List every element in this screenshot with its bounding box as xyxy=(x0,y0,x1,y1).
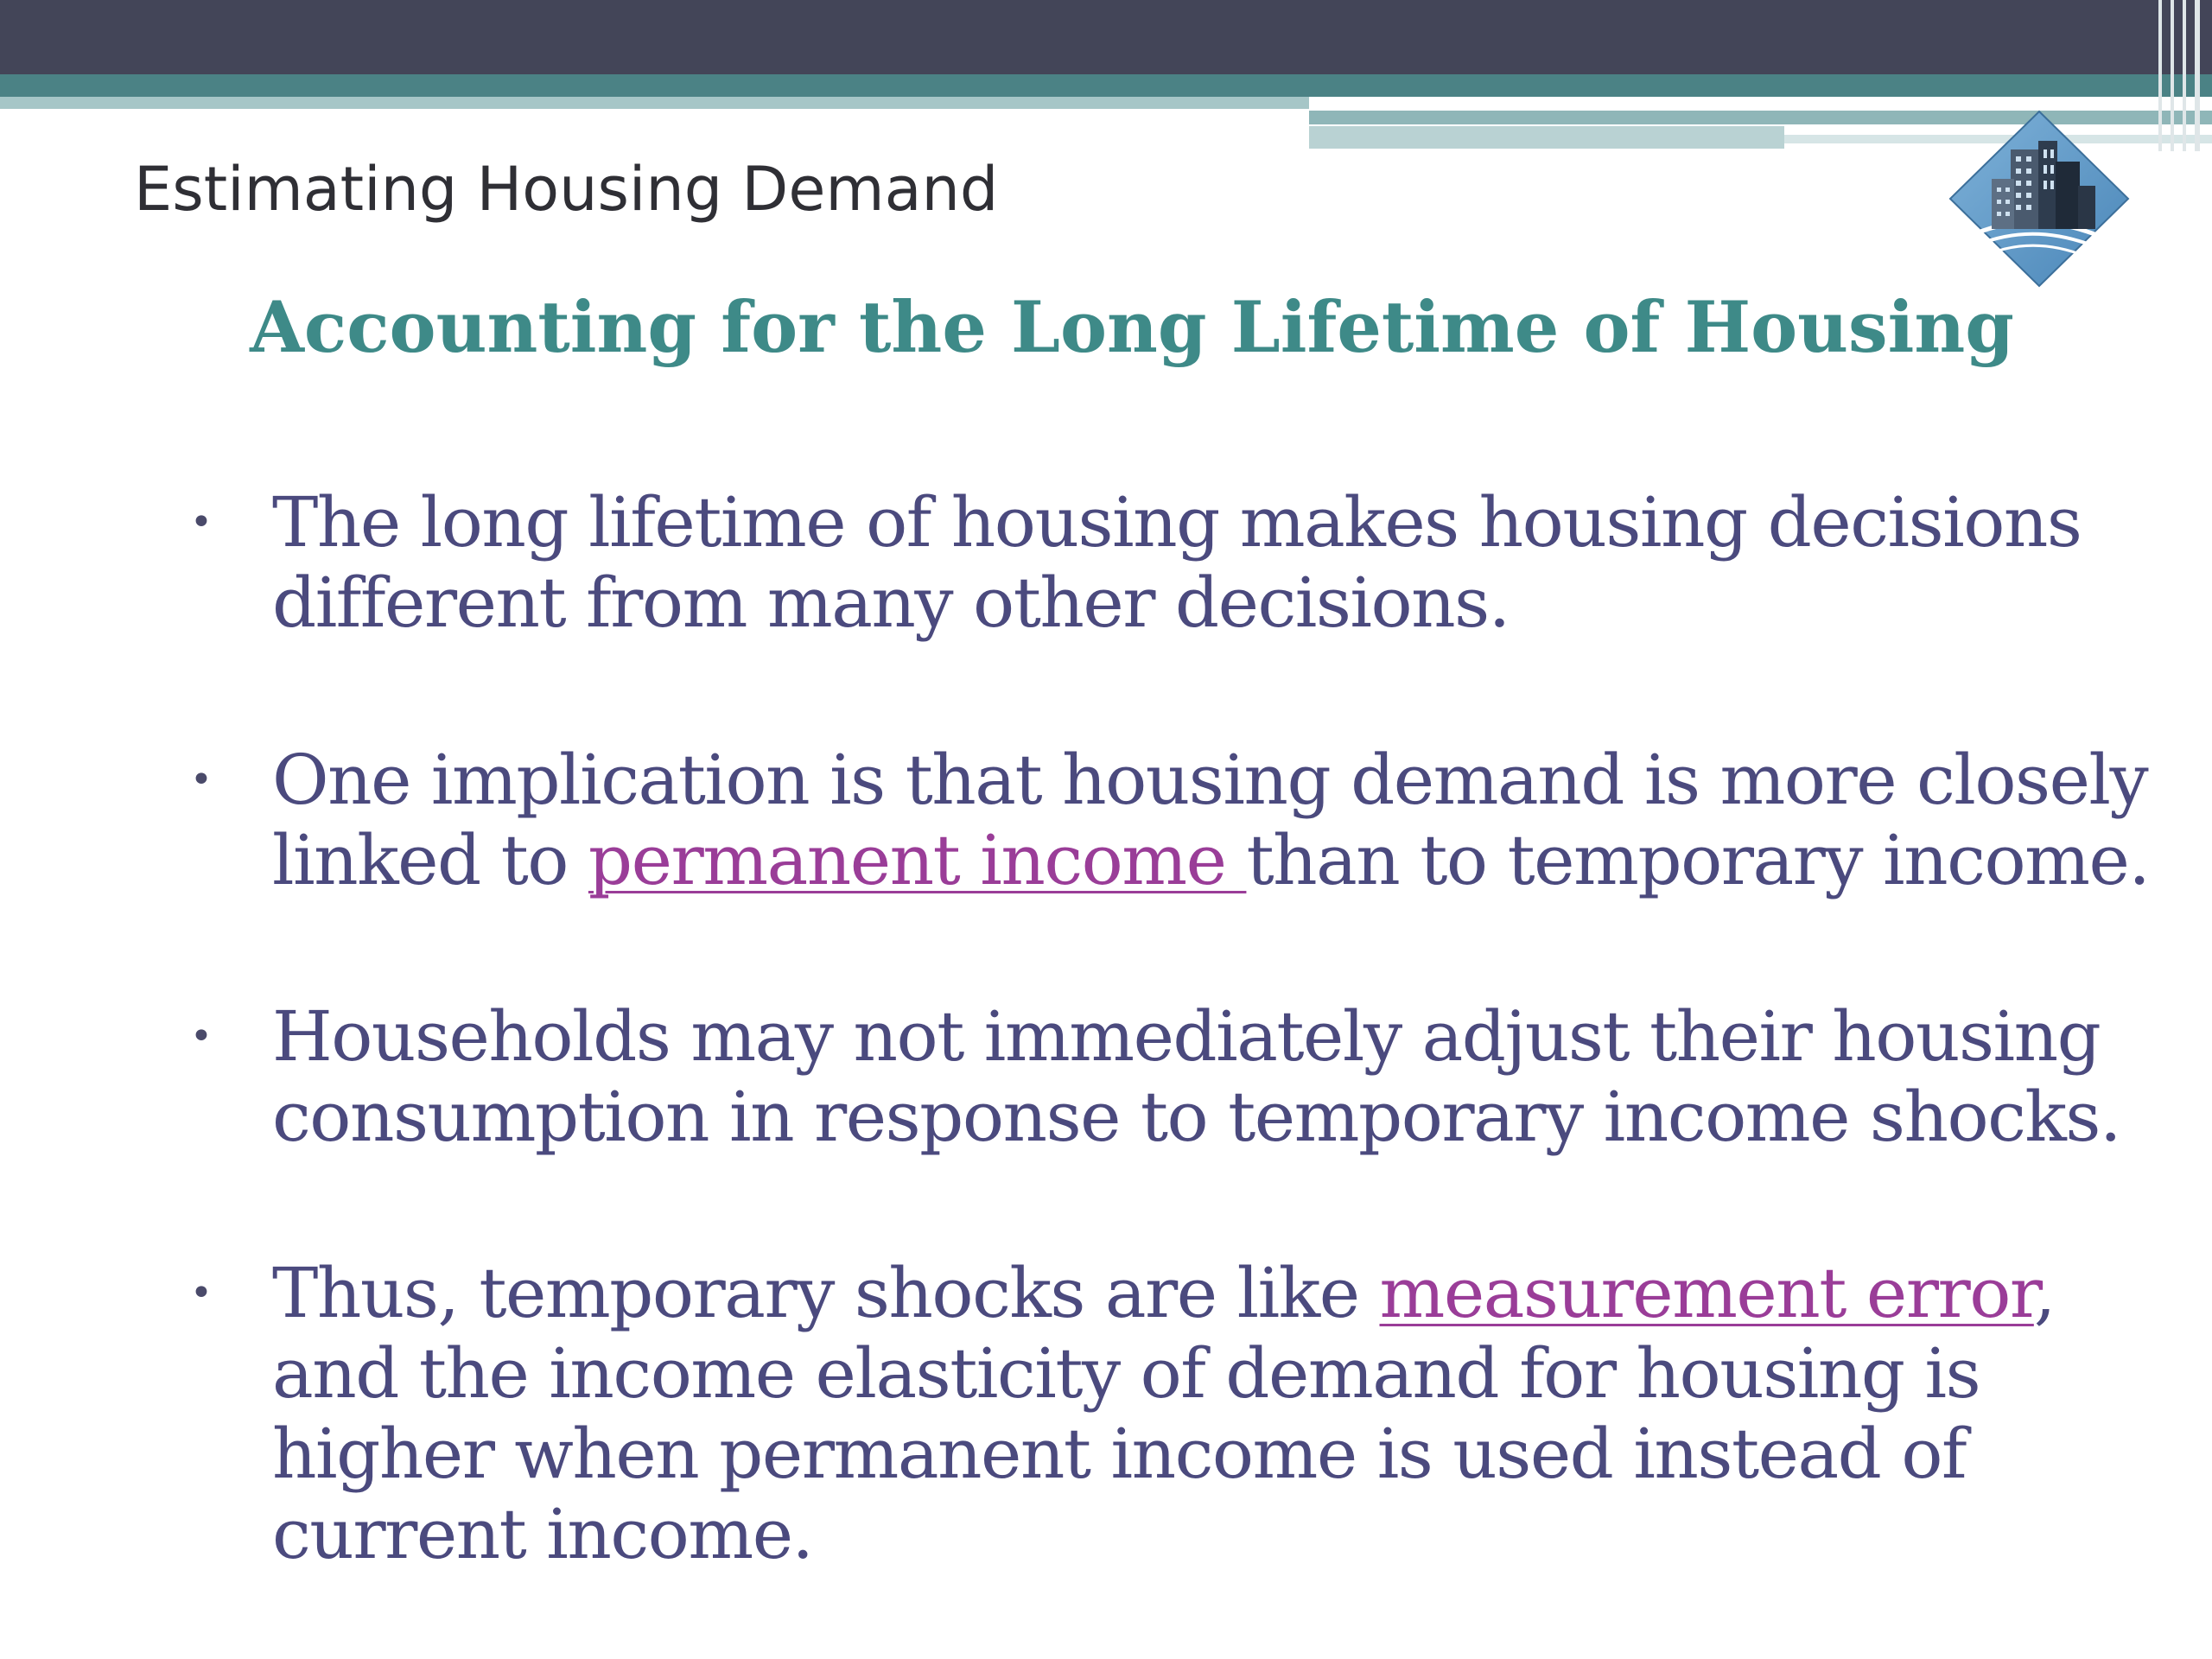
slide-subtitle: Accounting for the Long Lifetime of Housing xyxy=(250,287,2014,369)
bullet-line xyxy=(272,820,2212,900)
bullet-text-segment: , xyxy=(2033,1253,2055,1333)
bullet-marker: • xyxy=(190,1014,213,1058)
header-band-dark xyxy=(0,0,2212,74)
bullet-line xyxy=(272,1253,2212,1333)
edge-lines-decoration xyxy=(2152,0,2212,151)
measurement-error-link[interactable]: measurement error xyxy=(1379,1253,2034,1333)
bullet-line: Households may not immediately adjust their housing xyxy=(272,996,2101,1077)
bullet-line: higher when permanent income is used instead of xyxy=(272,1414,1967,1494)
bullet-line: current income. xyxy=(272,1494,813,1574)
bullet-text-segment: linked to xyxy=(272,820,588,900)
bullet-text xyxy=(272,740,2212,900)
header-band-teal-light xyxy=(0,97,1309,109)
bullet-line: One implication is that housing demand is more closely xyxy=(272,740,2148,820)
permanent-income-link[interactable]: permanent income xyxy=(588,820,1247,900)
bullet-marker: • xyxy=(190,758,213,802)
bullet-line: different from many other decisions. xyxy=(272,563,1510,643)
buildings-logo-icon xyxy=(1948,108,2130,289)
bullet-marker: • xyxy=(190,500,213,544)
bullet-text xyxy=(272,1253,2212,1574)
bullet-line: The long lifetime of housing makes housing decisions xyxy=(272,482,2082,563)
bullet-text-segment: than to temporary income. xyxy=(1246,820,2150,900)
bullet-line: and the income elasticity of demand for housing is xyxy=(272,1333,1980,1414)
bullet-text xyxy=(272,996,2212,1157)
bullet-text-segment: Thus, temporary shocks are like xyxy=(272,1253,1380,1333)
header-band-teal xyxy=(0,74,2212,97)
header-band-stripe-light xyxy=(1309,126,1784,149)
bullet-text xyxy=(272,482,2212,643)
bullet-line: consumption in response to temporary income shocks. xyxy=(272,1077,2120,1157)
bullet-marker: • xyxy=(190,1271,213,1315)
header-title: Estimating Housing Demand xyxy=(134,154,999,225)
